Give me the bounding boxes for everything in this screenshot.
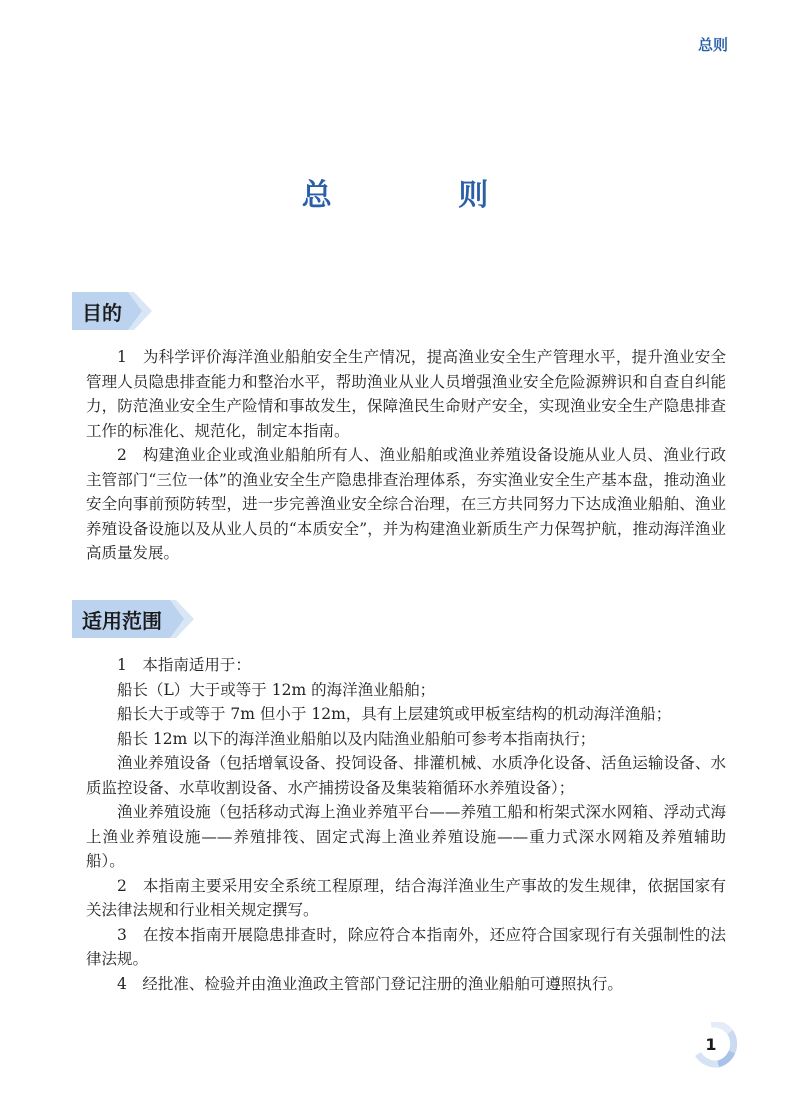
paragraph: 渔业养殖设备（包括增氧设备、投饲设备、排灌机械、水质净化设备、活鱼运输设备、水质监控设备、水草收割设备、水产捕捞设备及集装箱循环水养殖设备）； <box>86 754 726 797</box>
paragraph: 船长（L）大于或等于 12m 的海洋渔业船舶； <box>117 680 436 699</box>
section-label-text: 适用范围 <box>82 609 162 633</box>
paragraph: 2 本指南主要采用安全系统工程原理，结合海洋渔业生产事故的发生规律，依据国家有关法律法规和行业相关规定撰写。 <box>86 876 726 919</box>
page-number-badge <box>692 1022 738 1068</box>
paragraph: 4 经批准、检验并由渔业渔政主管部门登记注册的渔业船舶可遵照执行。 <box>117 974 623 993</box>
paragraph: 1 为科学评价海洋渔业船舶安全生产情况，提高渔业安全生产管理水平，提升渔业安全管理人员隐患排查能力和整治水平，帮助渔业从业人员增强渔业安全危险源辨识和自查自纠能力，防范渔业安全生产险情和事故发生，保障渔民生命财产安全，实现渔业安全生产隐患排查工作的标准化、规范化，制定本指南。 <box>86 348 726 440</box>
section-label-purpose <box>72 292 152 330</box>
paragraph: 2 构建渔业企业或渔业船舶所有人、渔业船舶或渔业养殖设备设施从业人员、渔业行政主管部门“三位一体”的渔业安全生产隐患排查治理体系，夯实渔业安全生产基本盘，推动渔业安全向事前预防转型，进一步完善渔业安全综合治理，在三方共同努力下达成渔业船舶、渔业养殖设备设施以及从业人员的“本质安全”，并为构建渔业新质生产力保驾护航，推动海洋渔业高质量发展。 <box>86 446 726 562</box>
paragraph: 船长 12m 以下的海洋渔业船舶以及内陆渔业船舶可参考本指南执行； <box>117 729 596 748</box>
paragraph: 渔业养殖设施（包括移动式海上渔业养殖平台——养殖工船和桁架式深水网箱、浮动式海上渔业养殖设施——养殖排筏、固定式海上渔业养殖设施——重力式深水网箱及养殖辅助船）。 <box>86 803 726 870</box>
paragraph: 船长大于或等于 7m 但小于 12m，具有上层建筑或甲板室结构的机动海洋渔船； <box>117 705 672 723</box>
paragraph: 3 在按本指南开展隐患排查时，除应符合本指南外，还应符合国家现行有关强制性的法律法规。 <box>86 925 726 968</box>
section-scope-body <box>86 653 726 996</box>
section-label-text: 目的 <box>82 301 122 325</box>
paragraph: 1 本指南适用于： <box>117 656 251 674</box>
page-title: 总 则 <box>301 178 547 213</box>
section-label-scope <box>72 600 194 638</box>
running-head: 总则 <box>697 36 728 54</box>
page-number: 1 <box>705 1035 717 1054</box>
section-purpose-body <box>86 345 726 566</box>
